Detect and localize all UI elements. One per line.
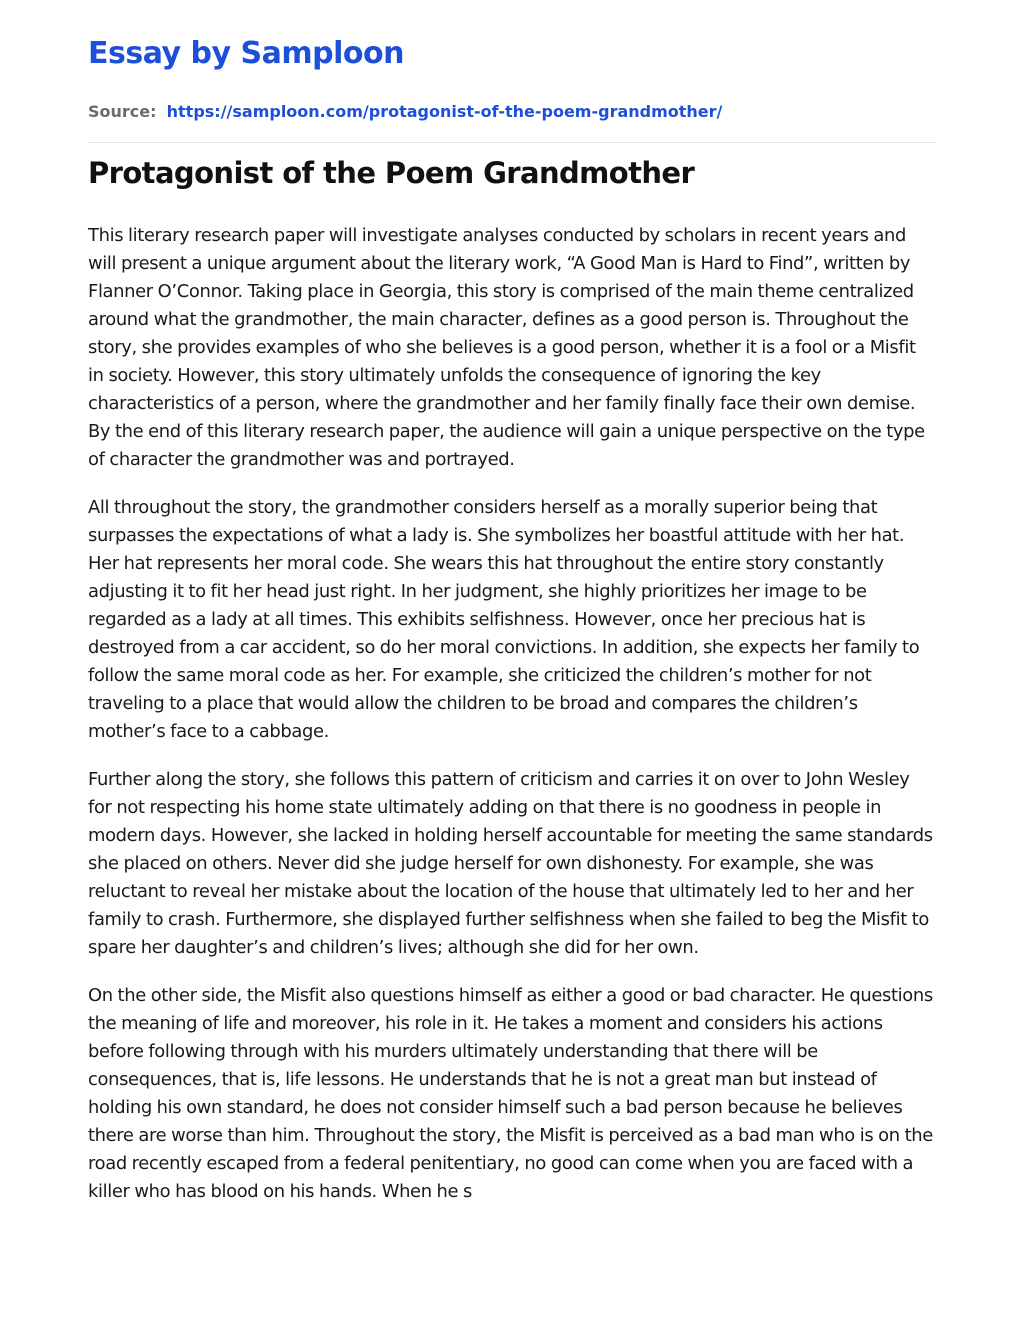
paragraph: This literary research paper will investigate analyses conducted by scholars in recent years and will present a unique argument about the literary work, “A Good Man is Hard to Find”, written by Flanner O’Connor. Taking place in Georgia, this story is comprised of the main theme centralized around what the grandmother, the main character, defines as a good person is. Throughout the story, she provides examples of who she believes is a good person, whether it is a fool or a Misfit in society. However, this story ultimately unfolds the consequence of ignoring the key characteristics of a person, where the grandmother and her family finally face their own demise. By the end of this literary research paper, the audience will gain a unique perspective on the type of character the grandmother was and portrayed. [88,225,925,470]
article-body [88,222,936,1226]
site-brand[interactable]: Essay by Samploon [88,36,404,71]
source-line [88,102,722,121]
paragraph: On the other side, the Misfit also questions himself as either a good or bad character. He questions the meaning of life and moreover, his role in it. He takes a moment and considers his actions before following through with his murders ultimately understanding that there will be consequences, that is, life lessons. He understands that he is not a great man but instead of holding his own standard, he does not consider himself such a bad person because he believes there are worse than him. Throughout the story, the Misfit is perceived as a bad man who is on the road recently escaped from a federal penitentiary, no good can come when you are faced with a killer who has blood on his hands. When he s [88,985,933,1202]
paragraph: All throughout the story, the grandmother considers herself as a morally superior being that surpasses the expectations of what a lady is. She symbolizes her boastful attitude with her hat. Her hat represents her moral code. She wears this hat throughout the entire story constantly adjusting it to fit her head just right. In her judgment, she highly prioritizes her image to be regarded as a lady at all times. This exhibits selfishness. However, once her precious hat is destroyed from a car accident, so do her moral convictions. In addition, she expects her family to follow the same moral code as her. For example, she criticized the children’s mother for not traveling to a place that would allow the children to be broad and compares the children’s mother’s face to a cabbage. [88,497,920,742]
article-title: Protagonist of the Poem Grandmother [88,156,695,190]
source-label: Source: [88,102,157,121]
paragraph: Further along the story, she follows this pattern of criticism and carries it on over to John Wesley for not respecting his home state ultimately adding on that there is no goodness in people in modern days. However, she lacked in holding herself accountable for meeting the same standards she placed on others. Never did she judge herself for own dishonesty. For example, she was reluctant to reveal her mistake about the location of the house that ultimately led to her and her family to crash. Furthermore, she displayed further selfishness when she failed to beg the Misfit to spare her daughter’s and children’s lives; although she did for her own. [88,769,933,958]
header-divider [88,142,936,143]
source-link[interactable]: https://samploon.com/protagonist-of-the-poem-grandmother/ [166,102,723,121]
